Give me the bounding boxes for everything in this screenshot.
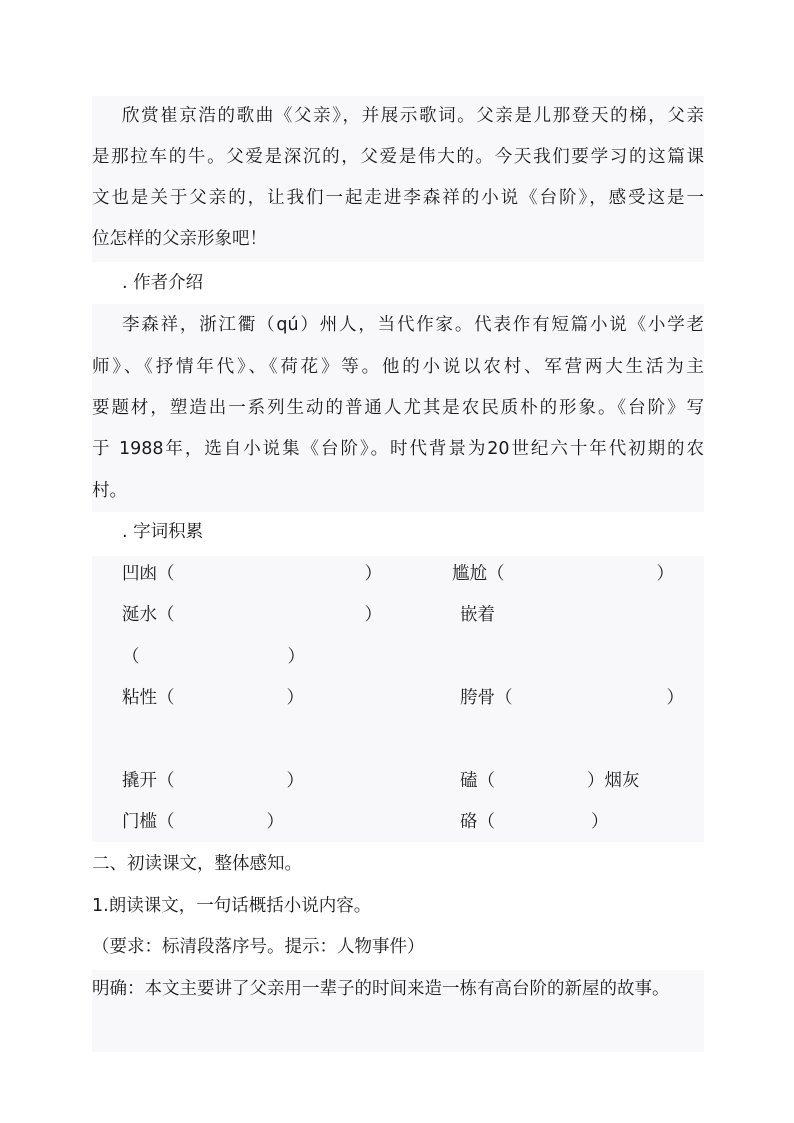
vocab-item (460, 603, 495, 627)
intro-line: 文也是关于父亲的，让我们一起走进李森祥的小说《台阶》，感受这是一 (92, 188, 704, 208)
vocab-word: 门槛 (122, 812, 157, 832)
reading-requirement: （要求：标清段落序号。提示：人物事件） (92, 937, 425, 957)
vocab-open-paren: （ (157, 688, 175, 708)
vocab-item (122, 686, 304, 710)
vocab-open-paren: （ (477, 771, 495, 791)
vocab-close-paren: ） (591, 812, 609, 832)
author-line: 师》、《抒情年代》、《荷花》等。他的小说以农村、军营两大生活为主 (92, 357, 704, 377)
intro-line: 位怎样的父亲形象吧！ (92, 229, 267, 249)
vocab-open-paren: （ (487, 564, 505, 584)
vocab-item (122, 810, 284, 834)
section-heading-vocab: . 字词积累 (122, 522, 204, 542)
author-line: 村。 (92, 481, 127, 501)
vocab-close-paren: ） (666, 688, 684, 708)
vocab-close-paren: ） (286, 771, 304, 791)
vocab-word: 粘性 (122, 688, 157, 708)
section-heading-author: . 作者介绍 (122, 273, 204, 293)
vocab-item (122, 645, 305, 669)
vocab-item (460, 810, 609, 834)
vocab-word: 硌 (460, 812, 478, 832)
vocab-close-paren: ） (266, 812, 284, 832)
vocab-word: 胯骨 (460, 688, 495, 708)
author-line: 于 1988年，选自小说集《台阶》。时代背景为20世纪六十年代初期的农 (92, 439, 704, 459)
reading-answer: 明确：本文主要讲了父亲用一辈子的时间来造一栋有高台阶的新屋的故事。 (92, 979, 670, 999)
author-line: 李森祥，浙江衢（qú）州人，当代作家。代表作有短篇小说《小学老 (122, 315, 704, 335)
section-heading-reading: 二、初读课文，整体感知。 (92, 854, 302, 874)
intro-line: 是那拉车的牛。父爱是深沉的，父爱是伟大的。今天我们要学习的这篇课 (92, 147, 704, 167)
author-line: 要题材，塑造出一系列生动的普通人尤其是农民质朴的形象。《台阶》写 (92, 398, 704, 418)
vocab-item (122, 562, 382, 586)
vocab-item (460, 686, 684, 710)
reading-task: 1.朗读课文，一句话概括小说内容。 (92, 896, 372, 916)
vocab-item (452, 562, 674, 586)
vocab-item (460, 769, 640, 793)
vocab-word: 凹凼 (122, 564, 157, 584)
vocab-open-paren: （ (157, 812, 175, 832)
vocab-word: 撬开 (122, 771, 157, 791)
vocab-close-paren: ）烟灰 (587, 771, 640, 791)
vocab-open-paren: （ (157, 605, 175, 625)
vocab-close-paren: ） (364, 564, 382, 584)
vocab-word: 涎水 (122, 605, 157, 625)
vocab-open-paren: （ (122, 647, 140, 667)
vocab-close-paren: ） (287, 647, 305, 667)
vocab-close-paren: ） (286, 688, 304, 708)
vocab-close-paren: ） (656, 564, 674, 584)
vocab-open-paren: （ (157, 564, 175, 584)
vocab-open-paren: （ (477, 812, 495, 832)
vocab-item (122, 603, 382, 627)
vocab-open-paren: （ (157, 771, 175, 791)
vocab-item (122, 769, 304, 793)
vocab-word: 尴尬 (452, 564, 487, 584)
vocab-close-paren: ） (364, 605, 382, 625)
vocab-word: 磕 (460, 771, 478, 791)
vocab-word: 嵌着 (460, 605, 495, 625)
intro-line: 欣赏崔京浩的歌曲《父亲》，并展示歌词。父亲是儿那登天的梯，父亲 (122, 106, 704, 126)
vocab-open-paren: （ (495, 688, 513, 708)
